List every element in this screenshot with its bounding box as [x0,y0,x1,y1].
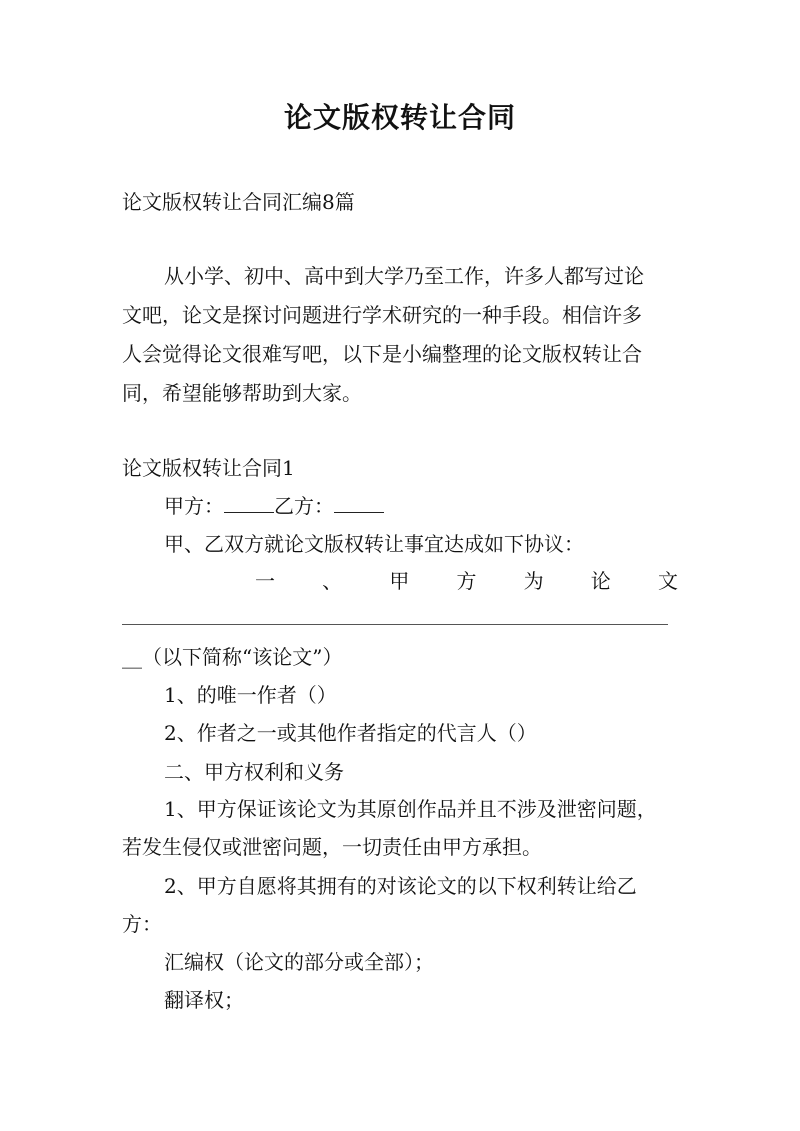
contract-heading: 论文版权转让合同1 [122,456,295,480]
option-1: 1、的唯一作者（） [164,683,337,707]
clause-1-tail: __（以下简称“该论文”） [122,645,343,669]
right-2-line-2: 方： [122,912,162,936]
right-1-line-2: 若发生侵仅或泄密问题，一切责任由甲方承担。 [122,835,542,859]
clause-1-char: 一 [255,569,275,593]
party-a-label: 甲方： [164,494,224,518]
right-2-line-1: 2、甲方自愿将其拥有的对该论文的以下权利转让给乙 [164,874,637,898]
item-compile-right: 汇编权（论文的部分或全部）； [164,950,434,974]
document-title: 论文版权转让合同 [283,101,516,134]
party-a-blank [224,492,274,513]
fill-in-underline [122,624,668,625]
clause-1-line [255,566,678,596]
clause-1-char: 、 [322,569,343,593]
clause-1-char: 文 [657,569,678,593]
party-b-label: 乙方： [274,494,334,518]
intro-line-4: 同，希望能够帮助到大家。 [122,381,362,405]
clause-1-char: 方 [456,569,477,593]
section-2-heading: 二、甲方权利和义务 [164,760,344,784]
right-1-line-1: 1、甲方保证该论文为其原创作品并且不涉及泄密问题， [164,797,657,821]
clause-1-char: 甲 [389,569,410,593]
party-b-blank [334,492,384,513]
clause-1-char: 论 [590,569,611,593]
intro-line-2: 文吧，论文是探讨问题进行学术研究的一种手段。相信许多 [122,303,642,327]
intro-line-1: 从小学、初中、高中到大学乃至工作，许多人都写过论 [164,264,644,288]
document-subtitle: 论文版权转让合同汇编8篇 [122,190,355,214]
clause-1-char: 为 [523,569,544,593]
intro-line-3: 人会觉得论文很难写吧，以下是小编整理的论文版权转让合 [122,342,642,366]
item-translate-right: 翻译权； [164,988,244,1012]
agreement-line: 甲、乙双方就论文版权转让事宜达成如下协议： [164,532,584,556]
parties-line [164,491,384,521]
option-2: 2、作者之一或其他作者指定的代言人（） [164,721,537,745]
